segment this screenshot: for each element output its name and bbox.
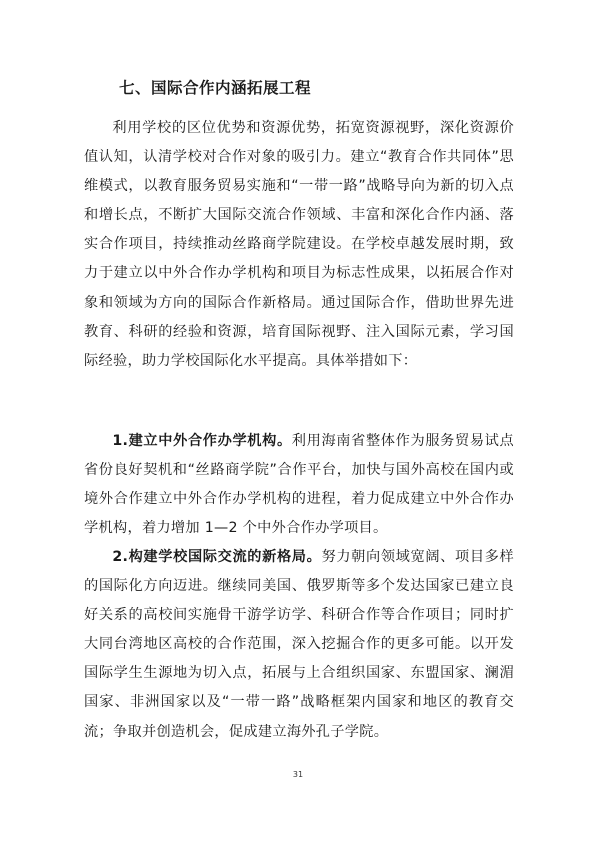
page-number: 31 <box>292 770 304 779</box>
measure-paragraph-2 <box>84 543 514 747</box>
section-heading: 七、国际合作内涵拓展工程 <box>119 79 312 97</box>
measure-2-text: 努力朝向领域宽阔、项目多样的国际化方向迈进。继续同美国、俄罗斯等多个发达国家已建立良好关系的高校间实施骨干游学访学、科研合作等合作项目；同时扩大同台湾地区高校的合作范围，深入挖掘合作的更多可能。以开发国际学生生源地为切入点，拓展与上合组织国家、东盟国家、澜湄国家、非洲国家以及“一带一路”战略框架内国家和地区的教育交流；争取并创造机会，促成建立海外孔子学院。 <box>84 549 515 740</box>
measure-1-text: 利用海南省整体作为服务贸易试点省份良好契机和“丝路商学院”合作平台，加快与国外高校在国内或境外合作建立中外合作办学机构的进程，着力促成建立中外合作办学机构，着力增加 1—2 个中外合作办学项目。 <box>84 433 514 537</box>
intro-paragraph: 利用学校的区位优势和资源优势，拓宽资源视野，深化资源价值认知，认清学校对合作对象的吸引力。建立“教育合作共同体”思维模式，以教育服务贸易实施和“一带一路”战略导向为新的切入点和增长点，不断扩大国际交流合作领域、丰富和深化合作内涵、落实合作项目，持续推动丝路商学院建设。在学校卓越发展时期，致力于建立以中外合作办学机构和项目为标志性成果，以拓展合作对象和领域为方向的国际合作新格局。通过国际合作，借助世界先进教育、科研的经验和资源，培育国际视野、注入国际元素，学习国际经验，助力学校国际化水平提高。具体举措如下： <box>84 120 514 369</box>
measure-2-lead: 2.构建学校国际交流的新格局。 <box>112 549 322 565</box>
measure-paragraph-1 <box>84 427 514 543</box>
measure-1-lead: 1.建立中外合作办学机构。 <box>112 433 292 449</box>
